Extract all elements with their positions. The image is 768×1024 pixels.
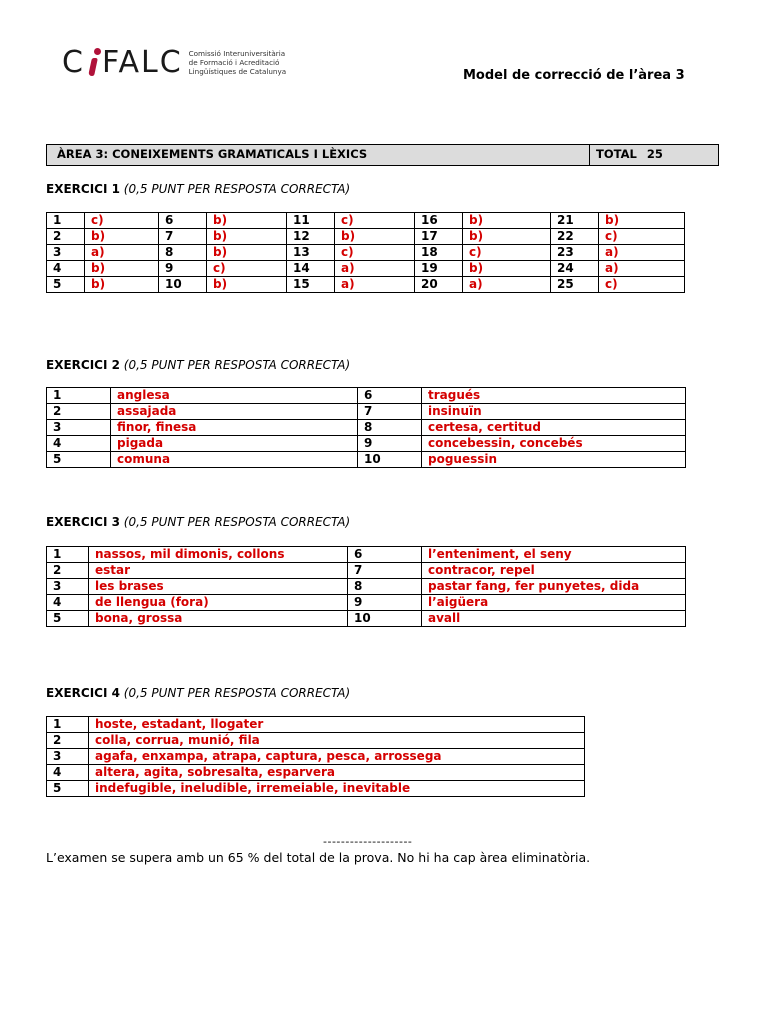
answer-cell: contracor, repel (422, 563, 686, 579)
answer-cell: les brases (89, 579, 348, 595)
item-number-cell: 15 (287, 277, 335, 293)
item-number-cell: 3 (47, 245, 85, 261)
table-row (47, 611, 686, 627)
answer-cell: assajada (111, 404, 358, 420)
answer-cell: c) (463, 245, 551, 261)
table-row (47, 213, 685, 229)
answer-cell: anglesa (111, 388, 358, 404)
answer-cell: concebessin, concebés (422, 436, 686, 452)
item-number-cell: 1 (47, 213, 85, 229)
logo-line: de Formació i Acreditació (188, 57, 280, 67)
item-number-cell: 5 (47, 452, 111, 468)
answer-cell: hoste, estadant, llogater (89, 717, 585, 733)
logo-line: Comissió Interuniversitària (188, 48, 286, 58)
item-number-cell: 5 (47, 277, 85, 293)
answer-cell: a) (335, 261, 415, 277)
answer-cell: b) (463, 213, 551, 229)
table-row (47, 277, 685, 293)
logo-i-mark-icon (88, 48, 100, 76)
item-number-cell: 4 (47, 436, 111, 452)
document-title: Model de correcció de l’àrea 3 (463, 68, 685, 83)
item-number-cell: 21 (551, 213, 599, 229)
answer-cell: c) (207, 261, 287, 277)
answer-cell: finor, finesa (111, 420, 358, 436)
answer-cell: tragués (422, 388, 686, 404)
table-row (47, 404, 686, 420)
exercise-note: (0,5 PUNT PER RESPOSTA CORRECTA) (123, 182, 351, 196)
answer-cell: colla, corrua, munió, fila (89, 733, 585, 749)
item-number-cell: 2 (47, 404, 111, 420)
answer-cell: estar (89, 563, 348, 579)
answer-cell: b) (207, 245, 287, 261)
table-row (47, 579, 686, 595)
exercise-title-label: EXERCICI 1 (46, 182, 120, 196)
item-number-cell: 1 (47, 547, 89, 563)
item-number-cell: 17 (415, 229, 463, 245)
table-row (47, 717, 585, 733)
item-number-cell: 24 (551, 261, 599, 277)
answer-cell: pigada (111, 436, 358, 452)
item-number-cell: 3 (47, 420, 111, 436)
area-header-bar (46, 144, 719, 166)
answer-cell: bona, grossa (89, 611, 348, 627)
table-row (47, 765, 585, 781)
footnote: L’examen se supera amb un 65 % del total de la prova. No hi ha cap àrea eliminatòria. (46, 850, 591, 865)
answer-cell: b) (463, 229, 551, 245)
answer-cell: c) (335, 245, 415, 261)
answer-cell: poguessin (422, 452, 686, 468)
total-label: TOTAL (596, 147, 637, 161)
cifalc-logo (62, 42, 286, 82)
item-number-cell: 23 (551, 245, 599, 261)
item-number-cell: 6 (348, 547, 422, 563)
item-number-cell: 6 (358, 388, 422, 404)
item-number-cell: 9 (159, 261, 207, 277)
area-name: ÀREA 3: CONEIXEMENTS GRAMATICALS I LÈXICS (47, 145, 590, 165)
table-row (47, 388, 686, 404)
answer-cell: b) (599, 213, 685, 229)
item-number-cell: 11 (287, 213, 335, 229)
item-number-cell: 10 (159, 277, 207, 293)
exercise-title-label: EXERCICI 4 (46, 686, 120, 700)
table-row (47, 261, 685, 277)
answer-cell: l’enteniment, el seny (422, 547, 686, 563)
item-number-cell: 9 (348, 595, 422, 611)
table-row (47, 452, 686, 468)
item-number-cell: 3 (47, 579, 89, 595)
area-total (590, 145, 718, 165)
item-number-cell: 8 (348, 579, 422, 595)
answer-cell: insinuïn (422, 404, 686, 420)
table-row (47, 595, 686, 611)
answer-cell: de llengua (fora) (89, 595, 348, 611)
exercise-4-answers-table (46, 716, 585, 797)
answer-cell: b) (335, 229, 415, 245)
separator-line: -------------------- (323, 835, 413, 848)
item-number-cell: 7 (348, 563, 422, 579)
item-number-cell: 22 (551, 229, 599, 245)
answer-cell: l’aigüera (422, 595, 686, 611)
exercise-note: (0,5 PUNT PER RESPOSTA CORRECTA) (123, 686, 351, 700)
exercise-2-title (46, 358, 350, 372)
answer-cell: b) (207, 229, 287, 245)
item-number-cell: 7 (358, 404, 422, 420)
item-number-cell: 10 (348, 611, 422, 627)
table-row (47, 547, 686, 563)
exercise-1-title (46, 182, 350, 196)
answer-cell: c) (85, 213, 159, 229)
item-number-cell: 14 (287, 261, 335, 277)
answer-cell: c) (599, 277, 685, 293)
item-number-cell: 25 (551, 277, 599, 293)
item-number-cell: 16 (415, 213, 463, 229)
exercise-3-title (46, 515, 350, 529)
table-row (47, 733, 585, 749)
item-number-cell: 10 (358, 452, 422, 468)
item-number-cell: 7 (159, 229, 207, 245)
answer-cell: b) (85, 229, 159, 245)
item-number-cell: 4 (47, 261, 85, 277)
logo-line: Lingüístiques de Catalunya (188, 66, 287, 76)
table-row (47, 781, 585, 797)
answer-cell: a) (599, 245, 685, 261)
table-row (47, 749, 585, 765)
table-row (47, 229, 685, 245)
item-number-cell: 13 (287, 245, 335, 261)
answer-cell: a) (335, 277, 415, 293)
item-number-cell: 2 (47, 563, 89, 579)
answer-cell: certesa, certitud (422, 420, 686, 436)
item-number-cell: 4 (47, 765, 89, 781)
answer-cell: b) (85, 261, 159, 277)
table-row (47, 420, 686, 436)
answer-cell: comuna (111, 452, 358, 468)
exercise-note: (0,5 PUNT PER RESPOSTA CORRECTA) (123, 515, 351, 529)
item-number-cell: 1 (47, 717, 89, 733)
answer-cell: avall (422, 611, 686, 627)
item-number-cell: 3 (47, 749, 89, 765)
answer-cell: a) (85, 245, 159, 261)
answer-cell: pastar fang, fer punyetes, dida (422, 579, 686, 595)
item-number-cell: 2 (47, 733, 89, 749)
item-number-cell: 19 (415, 261, 463, 277)
answer-cell: nassos, mil dimonis, collons (89, 547, 348, 563)
exercise-title-label: EXERCICI 2 (46, 358, 120, 372)
total-value: 25 (646, 147, 663, 161)
item-number-cell: 5 (47, 781, 89, 797)
item-number-cell: 12 (287, 229, 335, 245)
exercise-1-answers-table (46, 212, 685, 293)
logo-wordmark (62, 45, 183, 80)
table-row (47, 245, 685, 261)
answer-cell: agafa, enxampa, atrapa, captura, pesca, arrossega (89, 749, 585, 765)
answer-cell: b) (463, 261, 551, 277)
answer-cell: b) (207, 213, 287, 229)
item-number-cell: 6 (159, 213, 207, 229)
table-row (47, 563, 686, 579)
exercise-4-title (46, 686, 350, 700)
item-number-cell: 18 (415, 245, 463, 261)
exercise-note: (0,5 PUNT PER RESPOSTA CORRECTA) (123, 358, 351, 372)
exercise-2-answers-table (46, 387, 686, 468)
item-number-cell: 5 (47, 611, 89, 627)
exercise-title-label: EXERCICI 3 (46, 515, 120, 529)
logo-description (189, 49, 286, 76)
answer-cell: indefugible, ineludible, irremeiable, inevitable (89, 781, 585, 797)
answer-cell: a) (599, 261, 685, 277)
item-number-cell: 8 (358, 420, 422, 436)
answer-cell: b) (85, 277, 159, 293)
exercise-3-answers-table (46, 546, 686, 627)
answer-cell: b) (207, 277, 287, 293)
logo-letter-c: C (62, 44, 85, 80)
item-number-cell: 1 (47, 388, 111, 404)
table-row (47, 436, 686, 452)
answer-cell: c) (335, 213, 415, 229)
item-number-cell: 2 (47, 229, 85, 245)
item-number-cell: 20 (415, 277, 463, 293)
item-number-cell: 4 (47, 595, 89, 611)
answer-cell: c) (599, 229, 685, 245)
answer-cell: a) (463, 277, 551, 293)
item-number-cell: 9 (358, 436, 422, 452)
item-number-cell: 8 (159, 245, 207, 261)
logo-letters-falc: FALC (101, 44, 183, 80)
answer-cell: altera, agita, sobresalta, esparvera (89, 765, 585, 781)
